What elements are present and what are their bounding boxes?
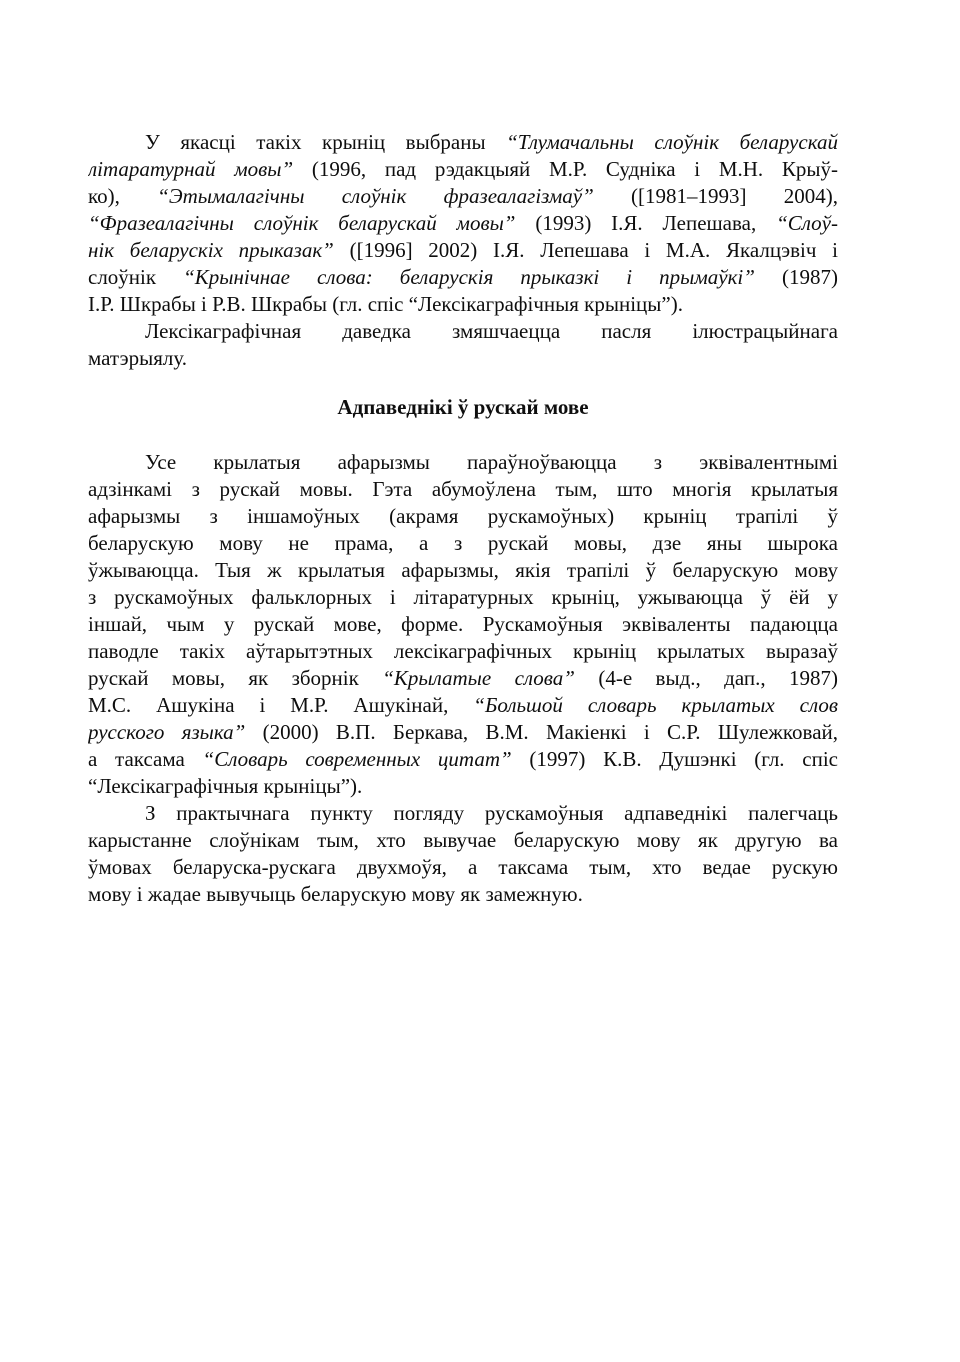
text-run: карыстанне слоўнікам тым, хто вывучае беларускую мову як другую ва: [88, 828, 838, 852]
text-line: [88, 318, 838, 345]
text-line: [88, 264, 838, 291]
text-line: [88, 773, 838, 800]
cited-title: “Этымалагічны слоўнік фразеалагізмаў”: [157, 184, 594, 208]
text-run: (1993) І.Я. Лепешава,: [515, 211, 777, 235]
text-run: паводле такіх аўтарытэтных лексікаграфічных крыніц крылатых выразаў: [88, 639, 838, 663]
text-line: [88, 183, 838, 210]
text-run: афарызмы з іншамоўных (акрамя рускамоўных) крыніц трапілі ў: [88, 504, 838, 528]
text-run: (4-е выд., дап., 1987): [574, 666, 838, 690]
text-line: [88, 611, 838, 638]
text-line: [88, 692, 838, 719]
text-run: М.С. Ашукіна і М.Р. Ашукінай,: [88, 693, 474, 717]
text-line: [88, 665, 838, 692]
text-run: іншай, чым у рускай мове, форме. Рускамоўныя эквіваленты падаюцца: [88, 612, 838, 636]
text-line: [88, 746, 838, 773]
text-line: [88, 854, 838, 881]
text-line: [88, 557, 838, 584]
cited-title: “Крылатые слова”: [382, 666, 575, 690]
text-run: матэрыялу.: [88, 346, 188, 370]
cited-title: “Фразеалагічны слоўнік беларускай мовы”: [88, 211, 516, 235]
text-line: [88, 476, 838, 503]
cited-title: “Слоў-: [776, 211, 838, 235]
text-line: [88, 291, 838, 318]
cited-title: русского языка”: [88, 720, 246, 744]
cited-title: літаратурнай мовы”: [88, 157, 294, 181]
text-run: З практычнага пункту погляду рускамоўныя адпаведнікі палегчаць: [145, 801, 838, 825]
text-run: мову і жадае вывучыць беларускую мову як замежную.: [88, 882, 583, 906]
cited-title: нік беларускіх прыказак”: [88, 238, 334, 262]
paragraph: [88, 318, 838, 372]
cited-title: “Крынічнае слова: беларускія прыказкі і прымаўкі”: [183, 265, 755, 289]
text-run: У якасці такіх крыніц выбраны: [145, 130, 507, 154]
text-run: (2000) В.П. Беркава, В.М. Макіенкі і С.Р. Шулежковай,: [245, 720, 838, 744]
text-line: [88, 156, 838, 183]
paragraph: [88, 129, 838, 318]
paragraph: [88, 800, 838, 908]
text-line: [88, 584, 838, 611]
cited-title: “Большой словарь крылатых слов: [473, 693, 838, 717]
text-line: [88, 503, 838, 530]
text-run: І.Р. Шкрабы і Р.В. Шкрабы (гл. спіс “Лексікаграфічныя крыніцы”).: [88, 292, 683, 316]
text-line: [88, 881, 838, 908]
text-line: [88, 449, 838, 476]
text-line: [88, 237, 838, 264]
text-run: з рускамоўных фальклорных і літаратурных крыніц, ужываюцца ў ёй у: [88, 585, 838, 609]
text-run: (1997) К.В. Душэнкі (гл. спіс: [511, 747, 838, 771]
text-run: слоўнік: [88, 265, 184, 289]
text-run: (1996, пад рэдакцыяй М.Р. Судніка і М.Н. Крыў-: [293, 157, 838, 181]
cited-title: “Тлумачальны слоўнік беларускай: [506, 130, 838, 154]
text-run: беларускую мову не прама, а з рускай мовы, дзе яны шырока: [88, 531, 838, 555]
text-run: ([1996] 2002) І.Я. Лепешава і М.А. Якалцэвіч і: [333, 238, 838, 262]
text-run: ([1981–1993] 2004),: [593, 184, 838, 208]
text-run: “Лексікаграфічныя крыніцы”).: [88, 774, 363, 798]
text-run: ко),: [88, 184, 158, 208]
cited-title: “Словарь современных цитат”: [202, 747, 512, 771]
text-run: адзінкамі з рускай мовы. Гэта абумоўлена тым, што многія крылатыя: [88, 477, 838, 501]
text-line: [88, 345, 838, 372]
text-line: [88, 129, 838, 156]
text-line: [88, 210, 838, 237]
text-run: Усе крылатыя афарызмы параўноўваюцца з эквівалентнымі: [145, 450, 838, 474]
text-run: ўжываюцца. Тыя ж крылатыя афарызмы, якія трапілі ў беларускую мову: [88, 558, 838, 582]
text-run: (1987): [754, 265, 838, 289]
text-run: а таксама: [88, 747, 203, 771]
text-run: Лексікаграфічная даведка змяшчаецца пасля ілюстрацыйнага: [145, 319, 838, 343]
text-line: [88, 800, 838, 827]
page-text-column: [88, 129, 838, 908]
paragraph: [88, 449, 838, 800]
section-heading: Адпаведнікі ў рускай мове: [337, 395, 589, 419]
text-run: рускай мовы, як зборнік: [88, 666, 383, 690]
text-line: [88, 638, 838, 665]
text-line: [88, 827, 838, 854]
text-run: ўмовах беларуска-рускага двухмоўя, а таксама тым, хто ведае рускую: [88, 855, 838, 879]
text-line: [88, 530, 838, 557]
text-line: [88, 719, 838, 746]
